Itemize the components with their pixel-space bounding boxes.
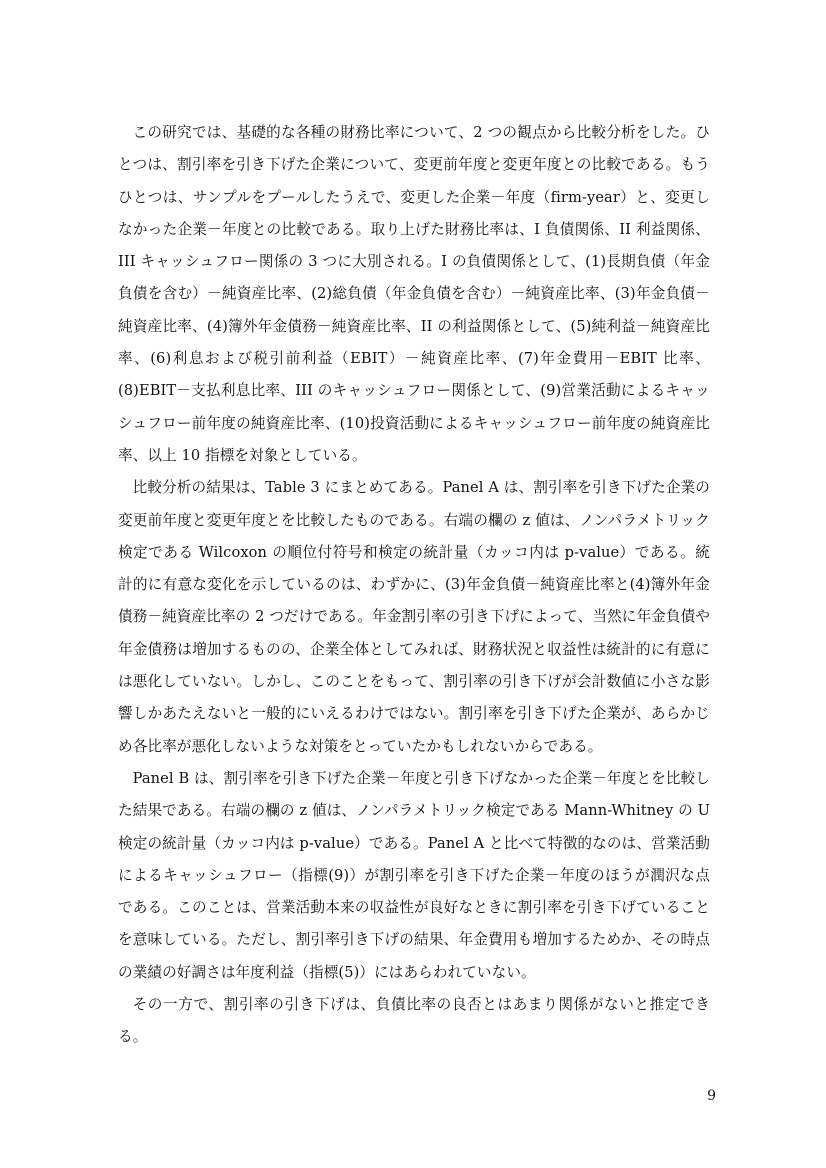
paragraph-debt-ratio: その一方で、割引率の引き下げは、負債比率の良否とはあまり関係がないと推定できる。 <box>118 996 710 1046</box>
paragraph-panel-a-results: 比較分析の結果は、Table 3 にまとめてある。Panel A は、割引率を引き下げた企業の変更前年度と変更年度とを比較したものである。右端の欄の z 値は、ノンパラメトリック検定である Wilcoxon の順位付符号和検定の統計量（カッコ内は p-value）である。統計的に有意な変化を示しているのは、わずかに、(3)年金負債－純資産比率と(4)簿外年金債務－純資産比率の 2 つだけである。年金割引率の引き下げによって、当然に年金負債や年金債務は増加するものの、企業全体としてみれば、財務状況と収益性は統計的に有意には悪化していない。しかし、このことをもって、割引率の引き下げが会計数値に小さな影響しかあたえないと一般的にいえるわけではない。割引率を引き下げた企業が、あらかじめ各比率が悪化しないような対策をとっていたかもしれないからである。 <box>118 479 710 755</box>
page-number: 9 <box>707 1088 716 1104</box>
paragraph-comparison-method: この研究では、基礎的な各種の財務比率について、2 つの観点から比較分析をした。ひとつは、割引率を引き下げた企業について、変更前年度と変更年度との比較である。もうひとつは、サンプルをプールしたうえで、変更した企業－年度（firm-year）と、変更しなかった企業－年度との比較である。取り上げた財務比率は、I 負債関係、II 利益関係、III キャッシュフロー関係の 3 つに大別される。I の負債関係として、(1)長期負債（年金負債を含む）－純資産比率、(2)総負債（年金負債を含む）－純資産比率、(3)年金負債－純資産比率、(4)簿外年金債務－純資産比率、II の利益関係として、(5)純利益－純資産比率、(6)利息および税引前利益（EBIT）－純資産比率、(7)年金費用－EBIT 比率、(8)EBIT－支払利息比率、III のキャッシュフロー関係として、(9)営業活動によるキャッシュフロー前年度の純資産比率、(10)投資活動によるキャッシュフロー前年度の純資産比率、以上 10 指標を対象としている。 <box>118 124 710 464</box>
body-text <box>118 117 710 1054</box>
paragraph-panel-b-results: Panel B は、割引率を引き下げた企業－年度と引き下げなかった企業－年度とを比較した結果である。右端の欄の z 値は、ノンパラメトリック検定である Mann-Whitney の U 検定の統計量（カッコ内は p-value）である。Panel A と比べて特徴的なのは、営業活動によるキャッシュフロー（指標(9)）が割引率を引き下げた企業－年度のほうが潤沢な点である。このことは、営業活動本来の収益性が良好なときに割引率を引き下げていることを意味している。ただし、割引率引き下げの結果、年金費用も増加するためか、その時点の業績の好調さは年度利益（指標(5)）にはあらわれていない。 <box>118 769 710 981</box>
